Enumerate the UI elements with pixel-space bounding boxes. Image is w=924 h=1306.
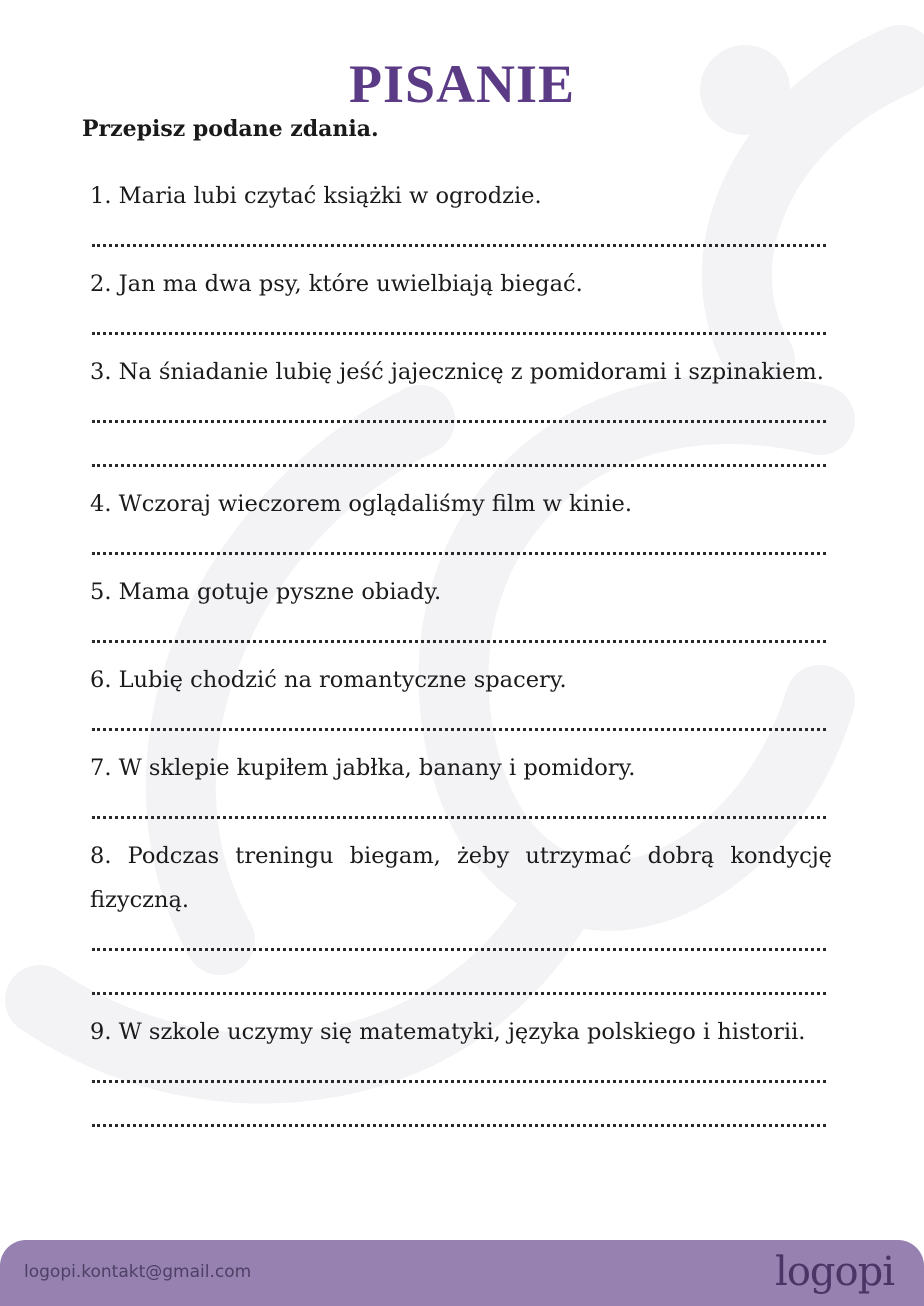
exercise-sentence: 8. Podczas treningu biegam, żeby utrzymać dobrą kondycję fizyczną. [90,843,832,913]
exercise-sentence: 7. W sklepie kupiłem jabłka, banany i pomidory. [90,755,636,781]
answer-writing-line[interactable] [90,790,832,834]
footer-bar [0,1240,924,1306]
instruction-text: Przepisz podane zdania. [82,116,379,142]
answer-writing-line[interactable] [90,1054,832,1098]
answer-writing-line[interactable] [90,526,832,570]
exercise-item [90,350,832,482]
answer-writing-line[interactable] [90,922,832,966]
exercise-sentence: 2. Jan ma dwa psy, które uwielbiają biegać. [90,271,583,297]
exercise-sentence: 4. Wczoraj wieczorem oglądaliśmy film w kinie. [90,491,632,517]
exercise-item [90,834,832,1010]
logopi-logo: logopi [775,1249,894,1295]
answer-writing-line[interactable] [90,614,832,658]
contact-email[interactable]: logopi.kontakt@gmail.com [24,1262,252,1282]
answer-writing-line[interactable] [90,218,832,262]
exercise-item [90,174,832,262]
answer-writing-line[interactable] [90,394,832,438]
answer-writing-line[interactable] [90,1098,832,1142]
answer-writing-line[interactable] [90,306,832,350]
exercise-sentence: 3. Na śniadanie lubię jeść jajecznicę z pomidorami i szpinakiem. [90,359,824,385]
answer-writing-line[interactable] [90,966,832,1010]
exercise-list [90,174,832,1142]
exercise-item [90,482,832,570]
exercise-sentence: 6. Lubię chodzić na romantyczne spacery. [90,667,567,693]
exercise-item [90,746,832,834]
exercise-item [90,570,832,658]
exercise-item [90,262,832,350]
exercise-item [90,658,832,746]
answer-writing-line[interactable] [90,438,832,482]
exercise-sentence: 1. Maria lubi czytać książki w ogrodzie. [90,183,542,209]
answer-writing-line[interactable] [90,702,832,746]
exercise-item [90,1010,832,1142]
exercise-sentence: 9. W szkole uczymy się matematyki, języka polskiego i historii. [90,1019,806,1045]
page-title: PISANIE [348,54,576,114]
exercise-sentence: 5. Mama gotuje pyszne obiady. [90,579,442,605]
